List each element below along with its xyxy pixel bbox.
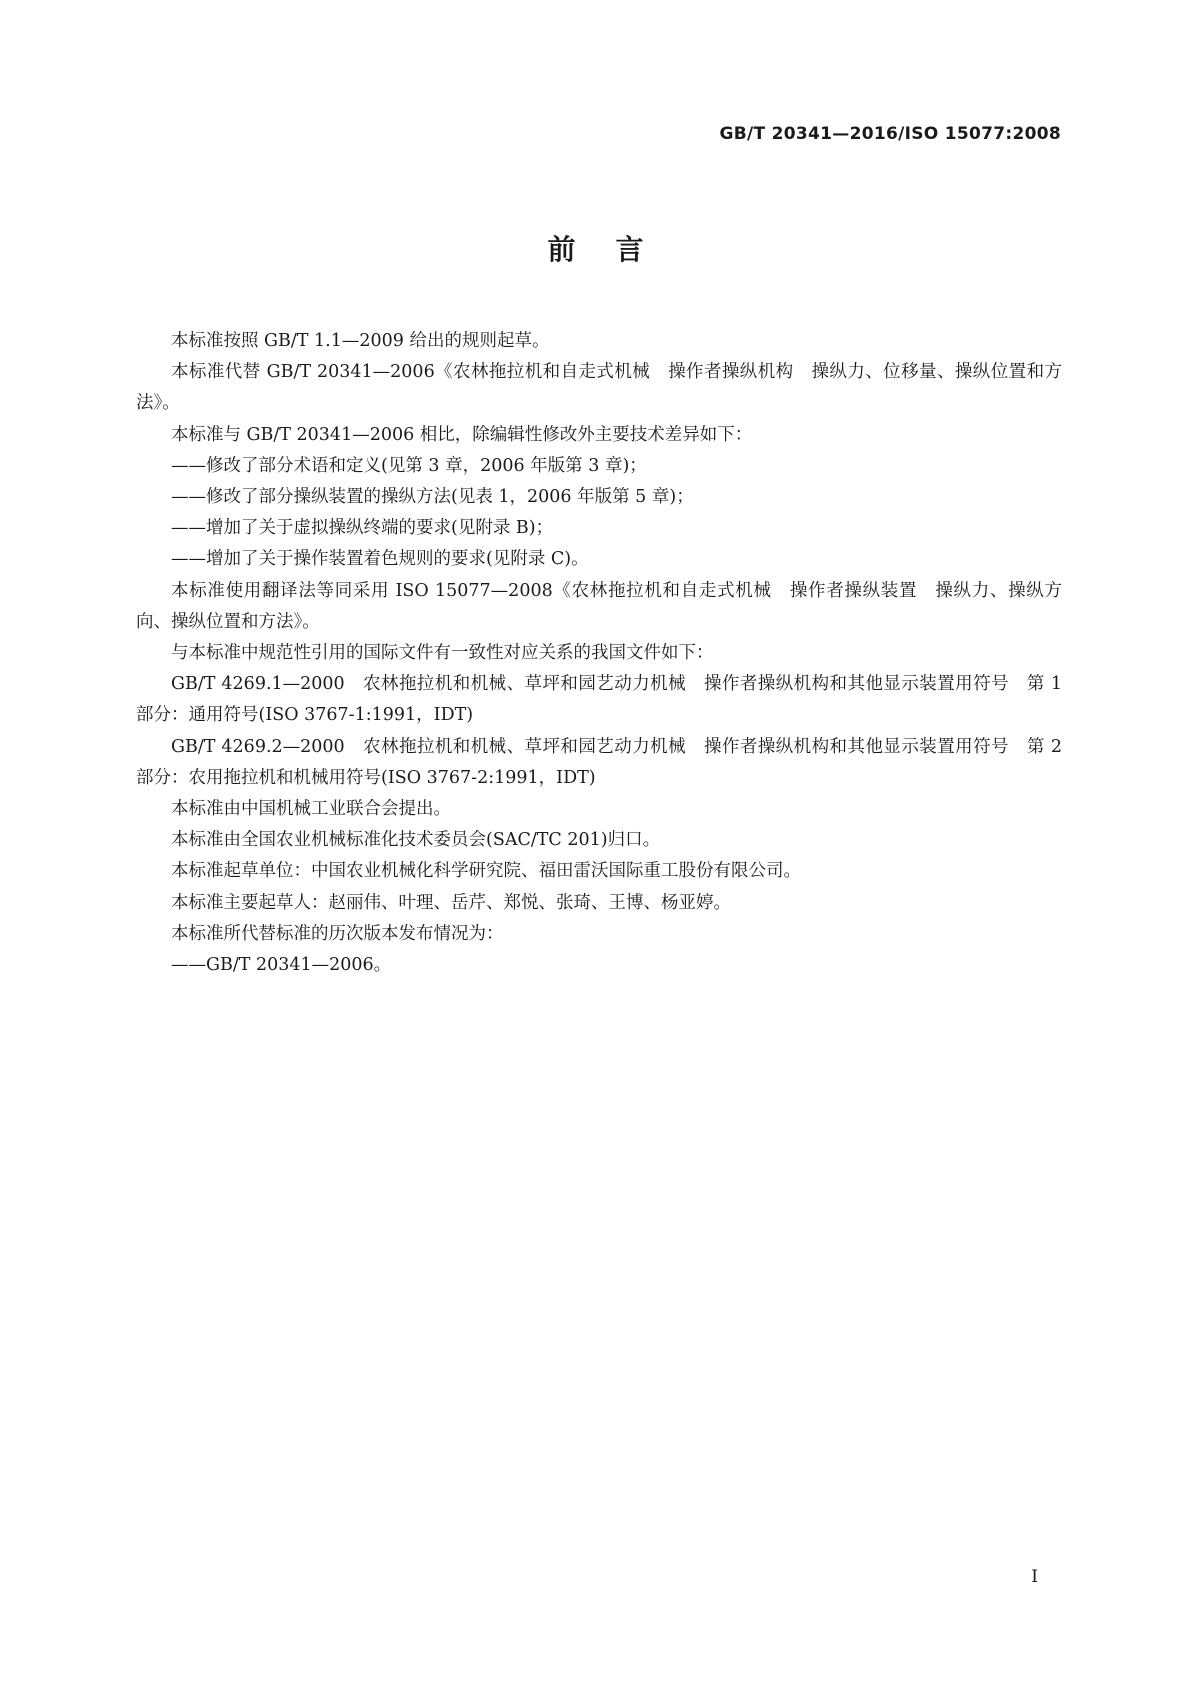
paragraph-drafters: 本标准主要起草人：赵丽伟、叶理、岳芹、郑悦、张琦、王博、杨亚婷。 <box>171 892 731 913</box>
list-item-history-1: ——GB/T 20341—2006。 <box>171 955 392 976</box>
paragraph-differences-intro: 本标准与 GB/T 20341—2006 相比，除编辑性修改外主要技术差异如下： <box>171 424 753 445</box>
page-title: 前言 <box>547 233 684 266</box>
paragraph-centralized-by: 本标准由全国农业机械标准化技术委员会(SAC/TC 201)归口。 <box>171 830 661 851</box>
paragraph-drafting-units: 本标准起草单位：中国农业机械化科学研究院、福田雷沃国际重工股份有限公司。 <box>171 861 801 882</box>
list-item-difference-2: ——修改了部分操纵装置的操纵方法(见表 1，2006 年版第 5 章)； <box>171 487 694 508</box>
paragraph-proposed-by: 本标准由中国机械工业联合会提出。 <box>171 799 451 820</box>
reference-gbt-4269-1: GB/T 4269.1—2000 农林拖拉机和机械、草坪和园艺动力机械 操作者操纵机构和其他显示装置用符号 第 1 部分：通用符号(ISO 3767-1:1991，IDT) <box>136 674 1062 726</box>
paragraph-adoption: 本标准使用翻译法等同采用 ISO 15077—2008《农林拖拉机和自走式机械 操作者操纵装置 操纵力、操纵方向、操纵位置和方法》。 <box>136 580 1062 632</box>
list-item-difference-4: ——增加了关于操作装置着色规则的要求(见附录 C)。 <box>171 549 589 570</box>
page-number: I <box>1031 1567 1038 1587</box>
standard-code-header: GB/T 20341—2016/ISO 15077:2008 <box>719 124 1061 144</box>
paragraph-corresponding-docs-intro: 与本标准中规范性引用的国际文件有一致性对应关系的我国文件如下： <box>171 643 714 664</box>
paragraph-drafting-rules: 本标准按照 GB/T 1.1—2009 给出的规则起草。 <box>171 331 550 351</box>
list-item-difference-3: ——增加了关于虚拟操纵终端的要求(见附录 B)； <box>171 518 554 539</box>
reference-gbt-4269-2: GB/T 4269.2—2000 农林拖拉机和机械、草坪和园艺动力机械 操作者操纵机构和其他显示装置用符号 第 2 部分：农用拖拉机和机械用符号(ISO 3767-2:1991，IDT) <box>136 736 1062 788</box>
paragraph-replaces: 本标准代替 GB/T 20341—2006《农林拖拉机和自走式机械 操作者操纵机构 操纵力、位移量、操纵位置和方法》。 <box>136 362 1062 414</box>
foreword-body <box>136 326 1062 981</box>
list-item-difference-1: ——修改了部分术语和定义(见第 3 章，2006 年版第 3 章)； <box>171 455 647 476</box>
paragraph-history-intro: 本标准所代替标准的历次版本发布情况为： <box>171 923 504 944</box>
